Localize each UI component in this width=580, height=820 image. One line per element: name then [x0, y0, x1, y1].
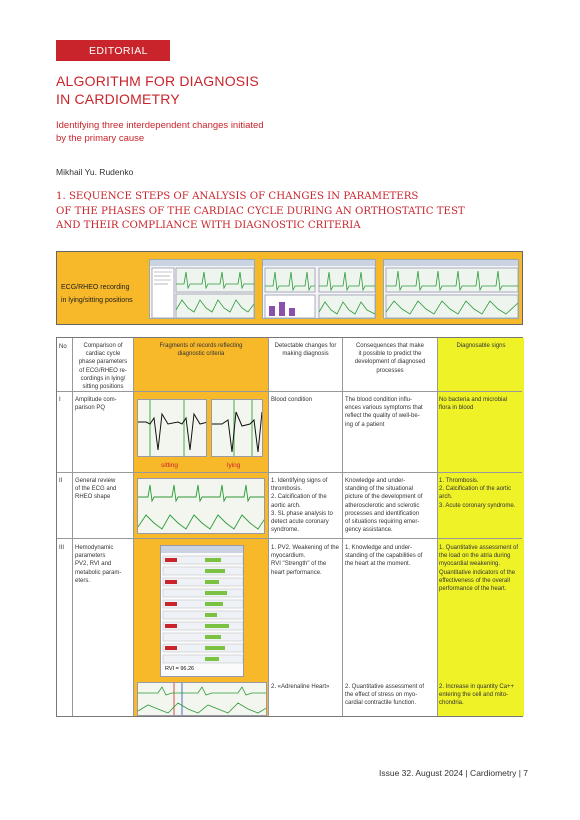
section-heading — [56, 190, 536, 234]
cell-text: metabolic param- — [75, 569, 122, 576]
cell-text: arch. — [439, 494, 453, 501]
header-comparison — [73, 342, 133, 391]
software-screenshot-image — [384, 260, 519, 319]
cell-text: thrombosis. — [271, 486, 303, 493]
author-name: Mikhail Yu. Rudenko — [56, 167, 134, 177]
row-diagnosable — [439, 544, 523, 593]
header-text: Comparison of — [83, 343, 123, 349]
row-detectable — [271, 396, 341, 404]
cell-text: entering the cell and mito- — [439, 692, 509, 699]
hemodynamic-panel-image — [161, 546, 244, 677]
row-number: I — [59, 397, 61, 403]
cell-text: 2. Calcification of the — [271, 494, 327, 501]
column-divider — [72, 338, 73, 716]
header-diagnosable — [438, 342, 524, 350]
ecg-rheo-image — [138, 479, 265, 534]
cell-text: the effect of stress on myo- — [345, 692, 418, 699]
header-text: diagnostic criteria — [177, 351, 225, 358]
banner-label-line: in lying/sitting positions — [61, 297, 133, 304]
cell-text: General review — [75, 478, 116, 484]
header-text: phase parameters — [78, 359, 128, 366]
cell-text: Quantitative indicators of the — [439, 569, 516, 576]
row-comparison — [75, 477, 133, 502]
row-number: II — [59, 478, 63, 484]
header-text: Diagnosable signs — [456, 343, 506, 349]
cell-text: 3. Acute coronary syndrome. — [439, 502, 516, 509]
software-screenshot-image — [263, 260, 376, 319]
subtitle-line: Identifying three interdependent changes initiated — [56, 120, 264, 131]
cell-text: detect acute coronary — [271, 519, 329, 526]
row-detectable-2 — [271, 683, 341, 691]
row-divider — [57, 472, 522, 473]
recording-screenshot — [262, 259, 376, 319]
cell-text: syndrome. — [271, 527, 300, 534]
cell-text: 2. Increase in quantity Ca++ — [439, 684, 515, 690]
row-diagnosable — [439, 396, 523, 412]
cell-text: PV2, RVI and — [75, 561, 112, 568]
row-consequences — [345, 396, 437, 429]
cell-text: 1. PV2. Weakening of the — [271, 545, 339, 551]
cell-text: heart performance. — [271, 569, 322, 576]
cell-text: 1. Quantitative assessment of — [439, 545, 519, 551]
hemodynamic-parameters-panel — [160, 545, 244, 677]
header-text: cordings in lying/ — [80, 375, 126, 382]
cell-text: No bacteria and microbial — [439, 397, 508, 403]
sitting-label: sitting — [161, 462, 178, 469]
article-title — [56, 72, 456, 108]
row-diagnosable — [439, 477, 523, 510]
cell-text: 3. SL phase analysis to — [271, 510, 333, 517]
heading-line: AND THEIR COMPLIANCE WITH DIAGNOSTIC CRITERIA — [56, 220, 361, 231]
column-divider — [342, 338, 343, 716]
diagnosable-column-bg — [437, 338, 524, 716]
cell-text: flora in blood — [439, 405, 474, 412]
header-text: development of diagnosed — [354, 359, 426, 366]
cell-text: Amplitude com- — [75, 397, 117, 403]
header-text: cardiac cycle — [85, 351, 121, 358]
cell-text: myocardium. — [271, 553, 306, 560]
header-text: processes — [376, 367, 404, 374]
cell-text: of the ECG and — [75, 486, 117, 493]
row-consequences — [345, 477, 437, 534]
header-text: of ECG/RHEO re- — [79, 367, 127, 374]
cell-text: standing of the capabilities of — [345, 553, 423, 560]
ecg-lying-image — [212, 400, 263, 457]
ecg-sitting-image — [138, 400, 207, 457]
cell-text: Knowledge and under- — [345, 478, 406, 484]
recording-screenshot — [383, 259, 519, 319]
cell-text: RVI "Strength" of the — [271, 561, 327, 568]
cell-text: the heart at the moment. — [345, 561, 411, 568]
cell-text: 1. Thrombosis. — [439, 478, 479, 484]
cell-text: RHEO shape — [75, 494, 111, 501]
ecg-fragment-lying — [211, 399, 263, 457]
header-text: Consequences that make — [355, 343, 425, 349]
cell-text: 2. Quantitative assessment of — [345, 684, 425, 690]
cell-text: atherosclerotic and sclerotic — [345, 502, 420, 509]
cell-text: myocardial weakening. — [439, 561, 501, 568]
cell-text: chondria. — [439, 700, 464, 707]
cell-text: 1. Knowledge and under- — [345, 545, 413, 551]
cell-text: processes and identification — [345, 510, 420, 517]
row-detectable — [271, 477, 341, 534]
ecg-rheo-fragment — [137, 478, 265, 534]
recording-screenshot — [149, 259, 255, 319]
title-line: IN CARDIOMETRY — [56, 91, 180, 107]
cell-text: The blood condition influ- — [345, 397, 413, 403]
cell-text: standing of the situational — [345, 486, 414, 493]
ecg-fragment-sitting — [137, 399, 207, 457]
cell-text: reflect the quality of well-be- — [345, 413, 420, 420]
cell-text: of situations requiring emer- — [345, 519, 420, 526]
header-detectable — [269, 342, 342, 358]
cell-text: picture of the development of — [345, 494, 423, 501]
header-text: Detectable changes for — [274, 343, 337, 349]
adrenaline-rheo-fragment — [137, 682, 267, 716]
column-divider — [437, 338, 438, 716]
cell-text: effectiveness of the overall — [439, 577, 510, 584]
row-consequences-2 — [345, 683, 437, 708]
section-badge: EDITORIAL — [56, 40, 170, 61]
header-fragments — [134, 342, 268, 358]
row-detectable — [271, 544, 341, 577]
cell-text: the load on the atria during — [439, 553, 511, 560]
cell-text: 1. Identifying signs of — [271, 478, 328, 484]
row-number: III — [59, 545, 65, 551]
header-text: making diagnosis — [282, 351, 329, 358]
cell-text: 2. Calcification of the aortic — [439, 486, 512, 493]
rheo-trace-image — [138, 683, 267, 716]
heading-line: 1. SEQUENCE STEPS OF ANALYSIS OF CHANGES IN PARAMETERS — [56, 191, 419, 202]
cell-text: 2. «Adrenaline Heart» — [271, 684, 330, 690]
article-subtitle — [56, 119, 356, 145]
column-divider — [268, 338, 269, 716]
cell-text: eters. — [75, 577, 91, 584]
cell-text: ences various symptoms that — [345, 405, 423, 412]
column-divider — [133, 338, 134, 716]
rvi-value: RVI = 96.26 — [165, 666, 195, 672]
cell-text: aortic arch. — [271, 502, 301, 509]
cell-text: gency assistance. — [345, 527, 393, 534]
header-no: No — [59, 344, 67, 350]
row-divider — [57, 538, 522, 539]
cell-text: Blood condition — [271, 397, 313, 403]
header-text: it possible to predict the — [358, 351, 422, 358]
header-text: Fragments of records reflecting — [159, 343, 243, 349]
title-line: ALGORITHM FOR DIAGNOSIS — [56, 73, 259, 89]
banner-label-line: ECG/RHEO recording — [61, 284, 130, 291]
cell-text: performance of the heart. — [439, 586, 507, 593]
cell-text: ing of a patient — [345, 421, 385, 428]
row-diagnosable-2 — [439, 683, 523, 708]
cell-text: Hemodynamic — [75, 545, 114, 551]
subtitle-line: by the primary cause — [56, 133, 145, 144]
lying-label: lying — [227, 462, 241, 469]
cell-text: cardial contractile function. — [345, 700, 417, 707]
row-comparison — [75, 544, 133, 585]
banner-label — [61, 281, 133, 307]
recording-banner — [56, 251, 523, 325]
diagnostic-table — [56, 337, 523, 717]
header-text: sitting positions — [82, 384, 124, 391]
row-consequences — [345, 544, 437, 569]
header-consequences — [343, 342, 437, 375]
heading-line: OF THE PHASES OF THE CARDIAC CYCLE DURING AN ORTHOSTATIC TEST — [56, 205, 465, 217]
cell-text: parison PQ — [75, 405, 106, 412]
row-comparison — [75, 396, 133, 412]
page-footer: Issue 32. August 2024 | Cardiometry | 7 — [379, 768, 528, 778]
cell-text: parameters — [75, 553, 106, 560]
software-screenshot-image — [150, 260, 255, 319]
